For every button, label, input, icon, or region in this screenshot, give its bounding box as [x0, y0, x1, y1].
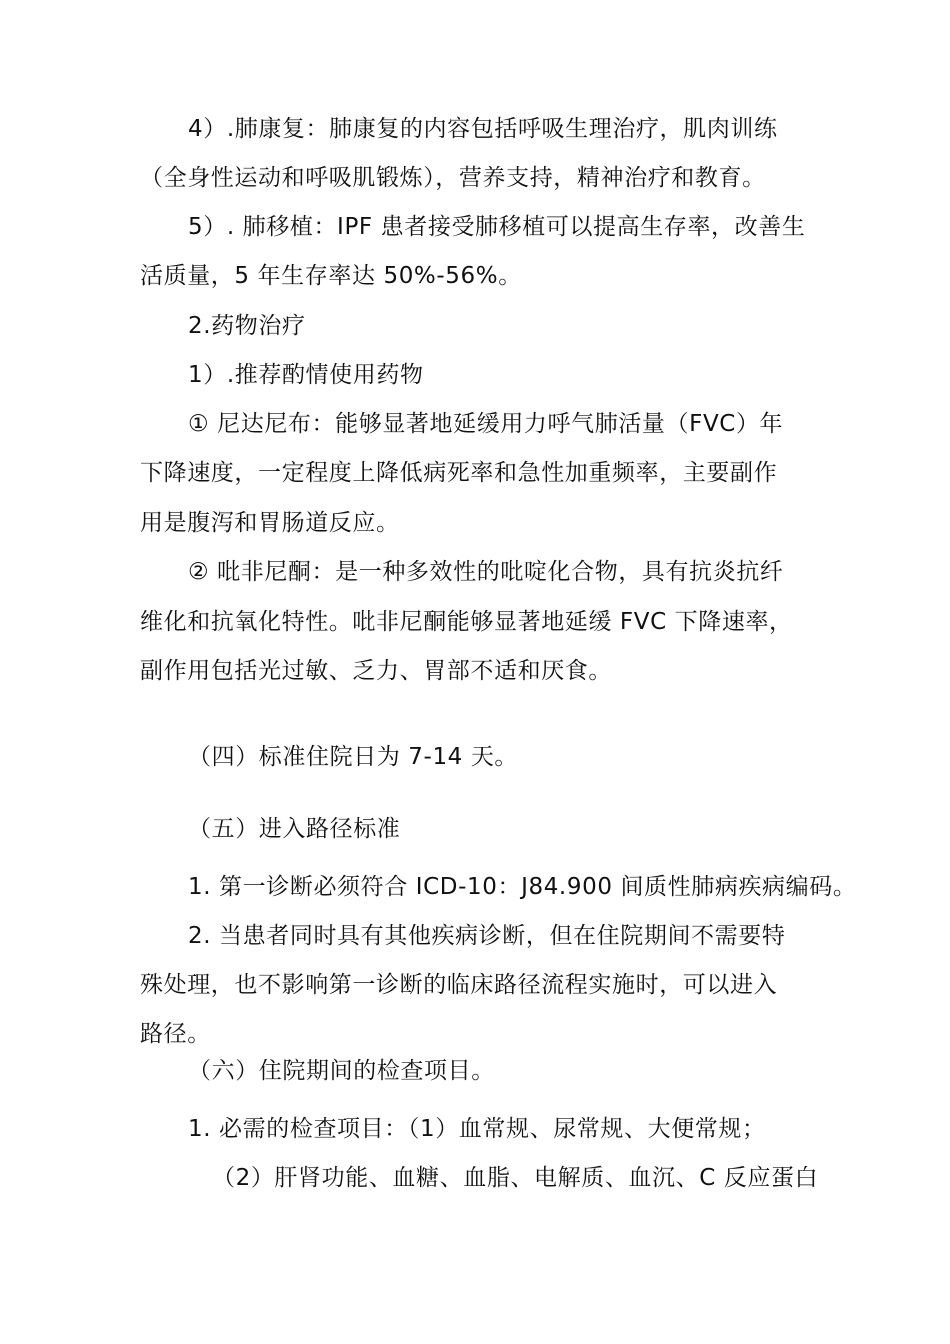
paragraph-line: 殊处理，也不影响第一诊断的临床路径流程实施时，可以进入	[140, 972, 778, 998]
section-heading: （六）住院期间的检查项目。	[188, 1058, 495, 1084]
section-heading: （四）标准住院日为 7-14 天。	[188, 744, 519, 770]
section-heading: （五）进入路径标准	[188, 816, 401, 842]
paragraph-line: 下降速度，一定程度上降低病死率和急性加重频率，主要副作	[140, 460, 778, 486]
paragraph-line: 活质量，5 年生存率达 50%-56%。	[140, 263, 522, 289]
paragraph-line: （全身性运动和呼吸肌锻炼），营养支持，精神治疗和教育。	[140, 165, 766, 191]
paragraph-line: 5）. 肺移植：IPF 患者接受肺移植可以提高生存率，改善生	[188, 214, 806, 240]
paragraph-line: （2）肝肾功能、血糖、血脂、电解质、血沉、C 反应蛋白	[212, 1165, 819, 1191]
subsection-heading: 1）.推荐酌情使用药物	[188, 362, 424, 388]
paragraph-line: 2. 当患者同时具有其他疾病诊断，但在住院期间不需要特	[188, 923, 786, 949]
paragraph-line: ① 尼达尼布：能够显著地延缓用力呼气肺活量（FVC）年	[188, 411, 784, 437]
paragraph-line: ② 吡非尼酮：是一种多效性的吡啶化合物，具有抗炎抗纤	[188, 559, 784, 585]
section-heading: 2.药物治疗	[188, 313, 306, 339]
paragraph-line: 维化和抗氧化特性。吡非尼酮能够显著地延缓 FVC 下降速率，	[140, 609, 793, 635]
paragraph-line: 副作用包括光过敏、乏力、胃部不适和厌食。	[140, 658, 612, 684]
paragraph-line: 路径。	[140, 1021, 211, 1047]
paragraph-line: 1. 第一诊断必须符合 ICD-10：J84.900 间质性肺病疾病编码。	[188, 874, 857, 900]
paragraph-line: 4）.肺康复：肺康复的内容包括呼吸生理治疗，肌肉训练	[188, 116, 778, 142]
paragraph-line: 1. 必需的检查项目：（1）血常规、尿常规、大便常规；	[188, 1116, 766, 1142]
paragraph-line: 用是腹泻和胃肠道反应。	[140, 510, 400, 536]
